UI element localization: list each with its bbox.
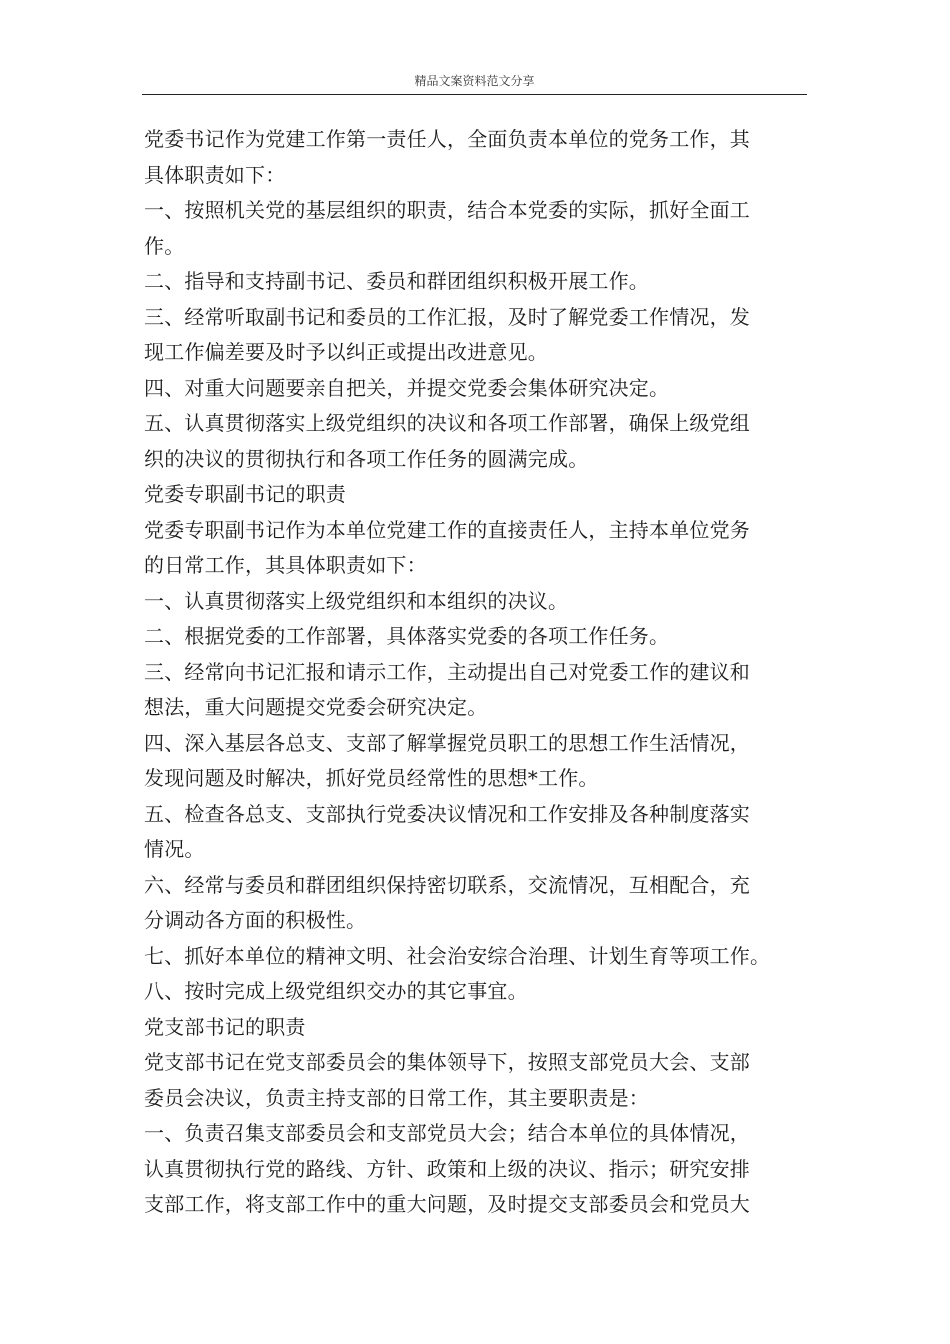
text-line: 八、按时完成上级党组织交办的其它事宜。 (144, 979, 528, 1003)
paragraph-10 (144, 619, 809, 655)
text-line: 四、深入基层各总支、支部了解掌握党员职工的思想工作生活情况， (144, 730, 750, 755)
text-line: 三、经常向书记汇报和请示工作，主动提出自己对党委工作的建议和 (144, 659, 750, 684)
text-line: 党支部书记在党支部委员会的集体领导下，按照支部党员大会、支部 (144, 1050, 750, 1074)
text-line: 支部工作，将支部工作中的重大问题，及时提交支部委员会和党员大 (144, 1192, 750, 1216)
text-line: 现工作偏差要及时予以纠正或提出改进意见。 (144, 340, 548, 364)
paragraph-18 (144, 1045, 809, 1116)
text-line: 一、认真贯彻落实上级党组织和本组织的决议。 (144, 588, 569, 613)
paragraph-11 (144, 655, 809, 726)
text-line: 发现问题及时解决，抓好党员经常性的思想*工作。 (144, 766, 599, 790)
paragraph-15 (144, 939, 809, 975)
text-line: 七、抓好本单位的精神文明、社会治安综合治理、计划生育等项工作。 (144, 943, 771, 968)
document-body (144, 122, 809, 1223)
text-line: 五、检查各总支、支部执行党委决议情况和工作安排及各种制度落实 (144, 801, 750, 826)
paragraph-2 (144, 193, 809, 264)
text-line: 二、指导和支持副书记、委员和群团组织积极开展工作。 (144, 269, 649, 293)
text-line: 党委专职副书记的职责 (144, 482, 346, 506)
text-line: 四、对重大问题要亲自把关，并提交党委会集体研究决定。 (144, 375, 670, 400)
text-line: 二、根据党委的工作部署，具体落实党委的各项工作任务。 (144, 624, 670, 648)
paragraph-5 (144, 371, 809, 407)
text-line: 的日常工作，其具体职责如下： (144, 553, 427, 577)
section-heading-deputy-secretary (144, 477, 809, 513)
text-line: 党委书记作为党建工作第一责任人，全面负责本单位的党务工作，其 (144, 127, 750, 151)
paragraph-1 (144, 122, 809, 193)
header-text: 精品文案资料范文分享 (414, 74, 535, 88)
text-line: 一、按照机关党的基层组织的职责，结合本党委的实际，抓好全面工 (144, 198, 750, 222)
text-line: 五、认真贯彻落实上级党组织的决议和各项工作部署，确保上级党组 (144, 411, 750, 435)
section-heading-branch-secretary (144, 1010, 809, 1046)
paragraph-3 (144, 264, 809, 300)
paragraph-16 (144, 974, 809, 1010)
paragraph-14 (144, 868, 809, 939)
paragraph-8 (144, 513, 809, 584)
page-header (142, 72, 807, 95)
paragraph-13 (144, 797, 809, 868)
text-line: 三、经常听取副书记和委员的工作汇报，及时了解党委工作情况，发 (144, 304, 750, 329)
text-line: 认真贯彻执行党的路线、方针、政策和上级的决议、指示；研究安排 (144, 1156, 750, 1181)
text-line: 委员会决议，负责主持支部的日常工作，其主要职责是： (144, 1085, 649, 1110)
paragraph-6 (144, 406, 809, 477)
text-line: 党委专职副书记作为本单位党建工作的直接责任人，主持本单位党务 (144, 517, 750, 542)
paragraph-19 (144, 1116, 809, 1223)
text-line: 情况。 (144, 837, 205, 861)
text-line: 党支部书记的职责 (144, 1014, 306, 1039)
text-line: 织的决议的贯彻执行和各项工作任务的圆满完成。 (144, 446, 589, 471)
text-line: 分调动各方面的积极性。 (144, 908, 367, 932)
text-line: 六、经常与委员和群团组织保持密切联系，交流情况，互相配合，充 (144, 872, 750, 897)
text-line: 作。 (144, 233, 185, 258)
paragraph-12 (144, 726, 809, 797)
text-line: 一、负责召集支部委员会和支部党员大会；结合本单位的具体情况， (144, 1121, 750, 1145)
paragraph-9 (144, 584, 809, 620)
text-line: 具体职责如下： (144, 162, 286, 187)
paragraph-4 (144, 300, 809, 371)
text-line: 想法，重大问题提交党委会研究决定。 (144, 695, 488, 719)
